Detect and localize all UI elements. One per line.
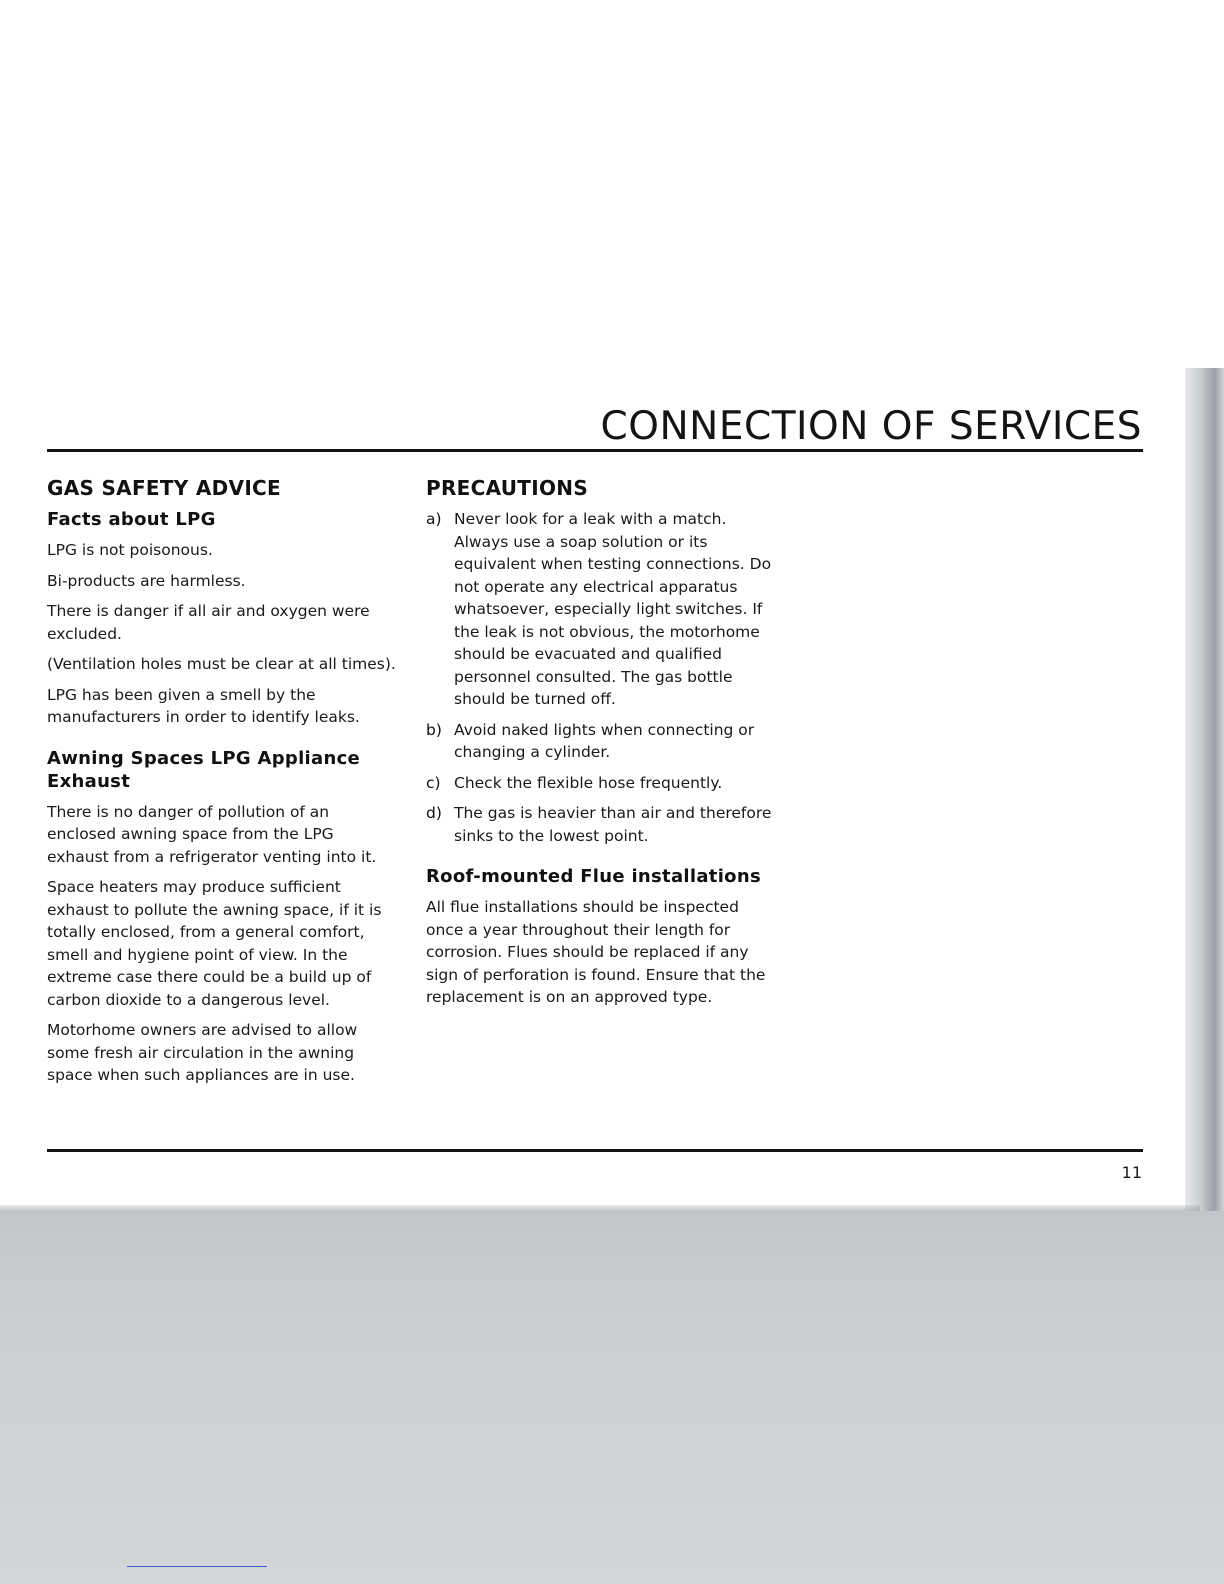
awning-paragraph: There is no danger of pollution of an enclosed awning space from the LPG exhaust from a refrigerator venting into it. — [47, 802, 377, 866]
list-marker: d) — [426, 804, 442, 822]
flue-heading: Roof-mounted Flue installations — [426, 866, 761, 887]
fact-paragraph: LPG is not poisonous. — [47, 541, 213, 559]
fact-paragraph: (Ventilation holes must be clear at all times). — [47, 655, 396, 673]
list-item-text: Check the flexible hose frequently. — [454, 773, 723, 792]
list-item-text: Avoid naked lights when connecting or changing a cylinder. — [454, 720, 755, 761]
fact-paragraph: There is danger if all air and oxygen were excluded. — [47, 602, 370, 643]
flue-paragraph: All flue installations should be inspected once a year throughout their length for corrosion. Flues should be replaced if any sign of perforation is found. Ensure that the replacement is on an approved type. — [426, 898, 766, 1006]
page-edge-shadow — [1185, 368, 1224, 1213]
awning-paragraph: Space heaters may produce sufficient exhaust to pollute the awning space, if it is totally enclosed, from a general comfort, smell and hygiene point of view. In the extreme case there could be a build up of carbon dioxide to a dangerous level. — [47, 878, 382, 1009]
page-title: CONNECTION OF SERVICES — [600, 404, 1142, 449]
middle-column — [426, 474, 776, 1017]
header-rule — [47, 449, 1143, 452]
precautions-heading: PRECAUTIONS — [426, 476, 589, 500]
list-item — [426, 719, 776, 764]
awning-heading: Awning Spaces LPG Appliance Exhaust — [47, 747, 361, 792]
list-marker: a) — [426, 510, 442, 528]
page-number: 11 — [1121, 1163, 1142, 1182]
footer-rule — [47, 1149, 1143, 1152]
list-item — [426, 508, 776, 711]
list-marker: b) — [426, 720, 442, 739]
left-column — [47, 474, 397, 1095]
precautions-list — [426, 508, 776, 847]
fact-paragraph: LPG has been given a smell by the manufacturers in order to identify leaks. — [47, 685, 360, 726]
gas-safety-heading: GAS SAFETY ADVICE — [47, 476, 281, 500]
awning-paragraph: Motorhome owners are advised to allow some fresh air circulation in the awning space when such appliances are in use. — [47, 1021, 358, 1084]
blue-underline-mark — [127, 1566, 267, 1567]
fact-paragraph: Bi-products are harmless. — [47, 571, 246, 590]
list-item — [426, 772, 776, 795]
facts-heading: Facts about LPG — [47, 509, 216, 530]
list-item — [426, 802, 776, 847]
scanner-background — [0, 1211, 1224, 1584]
list-marker: c) — [426, 773, 441, 792]
list-item-text: The gas is heavier than air and therefore sinks to the lowest point. — [454, 804, 772, 845]
list-item-text: Never look for a leak with a match. Always use a soap solution or its equivalent when testing connections. Do not operate any electrical apparatus whatsoever, especially light switches. If the leak is not obvious, the motorhome should be evacuated and qualified personnel consulted. The gas bottle should be turned off. — [454, 510, 772, 708]
